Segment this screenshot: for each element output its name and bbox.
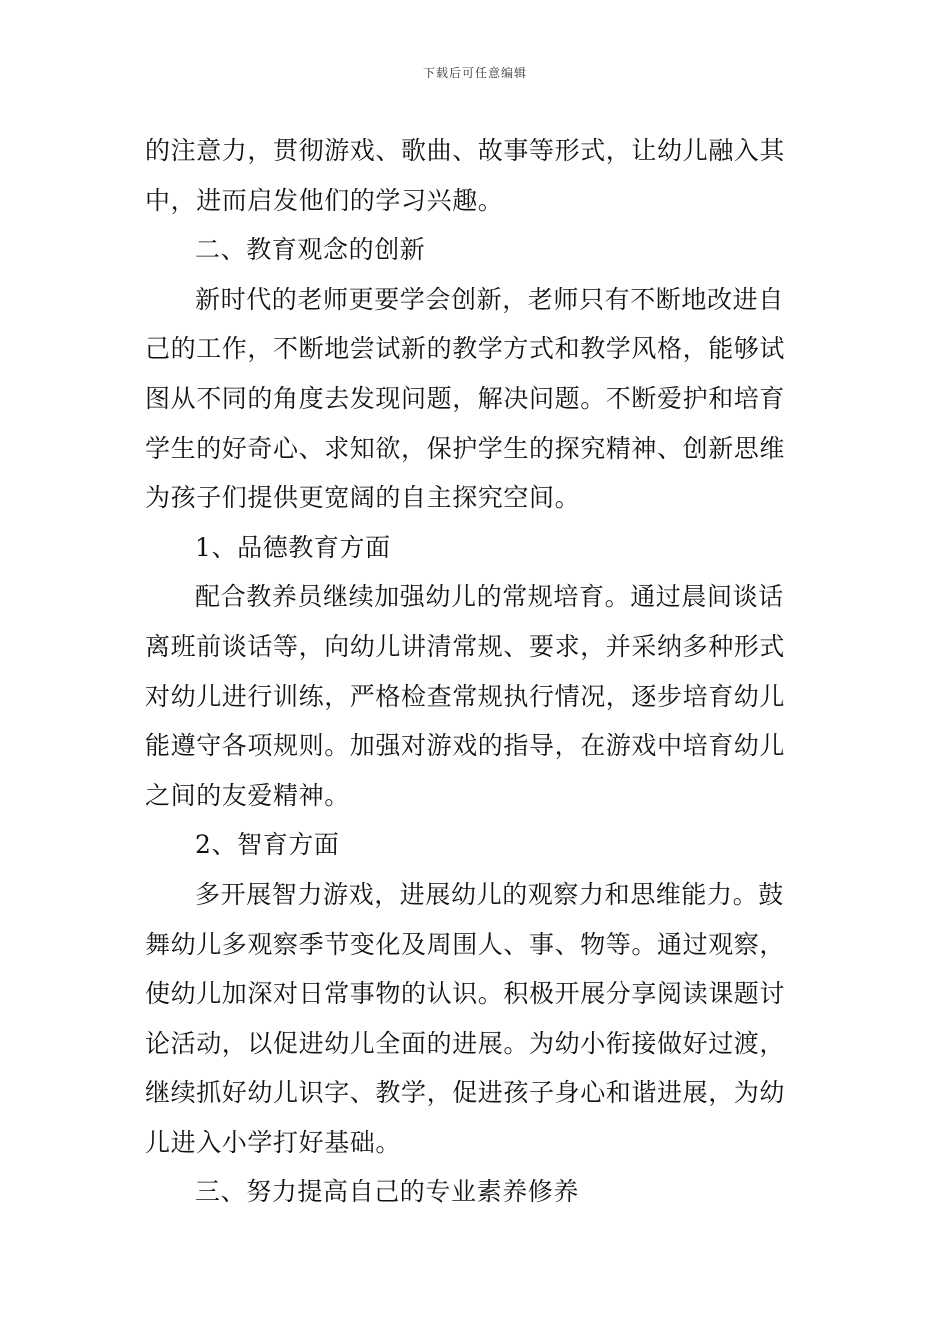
- text-line: 舞幼儿多观察季节变化及周围人、事、物等。通过观察，: [145, 929, 786, 959]
- text-line: 使幼儿加深对日常事物的认识。积极开展分享阅读课题讨: [145, 979, 786, 1009]
- text-line: 的注意力，贯彻游戏、歌曲、故事等形式，让幼儿融入其: [145, 136, 786, 165]
- text-line: 之间的友爱精神。: [145, 780, 350, 810]
- text-line: 中，进而启发他们的学习兴趣。: [145, 185, 504, 215]
- section-heading: 三、努力提高自己的专业素养修养: [195, 1177, 580, 1207]
- text-line: 己的工作，不断地尝试新的教学方式和教学风格，能够试: [145, 334, 786, 364]
- text-line: 图从不同的角度去发现问题，解决问题。不断爱护和培育: [145, 383, 786, 413]
- text-line: 学生的好奇心、求知欲，保护学生的探究精神、创新思维: [145, 433, 786, 463]
- page-header: 下载后可任意编辑: [422, 66, 527, 80]
- text-line: 新时代的老师更要学会创新，老师只有不断地改进自: [195, 284, 784, 314]
- text-line: 配合教养员继续加强幼儿的常规培育。通过晨间谈话: [195, 582, 784, 612]
- text-line: 多开展智力游戏，进展幼儿的观察力和思维能力。鼓: [195, 879, 784, 909]
- section-heading: 二、教育观念的创新: [195, 235, 426, 265]
- text-line: 论活动，以促进幼儿全面的进展。为幼小衔接做好过渡，: [145, 1028, 786, 1058]
- subsection-heading: 2、智育方面: [195, 830, 340, 860]
- document-body: [145, 126, 809, 1217]
- subsection-heading: 1、品德教育方面: [195, 532, 391, 562]
- text-line: 为孩子们提供更宽阔的自主探究空间。: [145, 483, 581, 513]
- text-line: 离班前谈话等，向幼儿讲清常规、要求，并采纳多种形式: [145, 631, 786, 661]
- text-line: 继续抓好幼儿识字、教学，促进孩子身心和谐进展，为幼: [145, 1078, 786, 1108]
- text-line: 能遵守各项规则。加强对游戏的指导，在游戏中培育幼儿: [145, 731, 786, 761]
- text-line: 儿进入小学打好基础。: [145, 1127, 402, 1157]
- text-line: 对幼儿进行训练，严格检查常规执行情况，逐步培育幼儿: [145, 681, 786, 711]
